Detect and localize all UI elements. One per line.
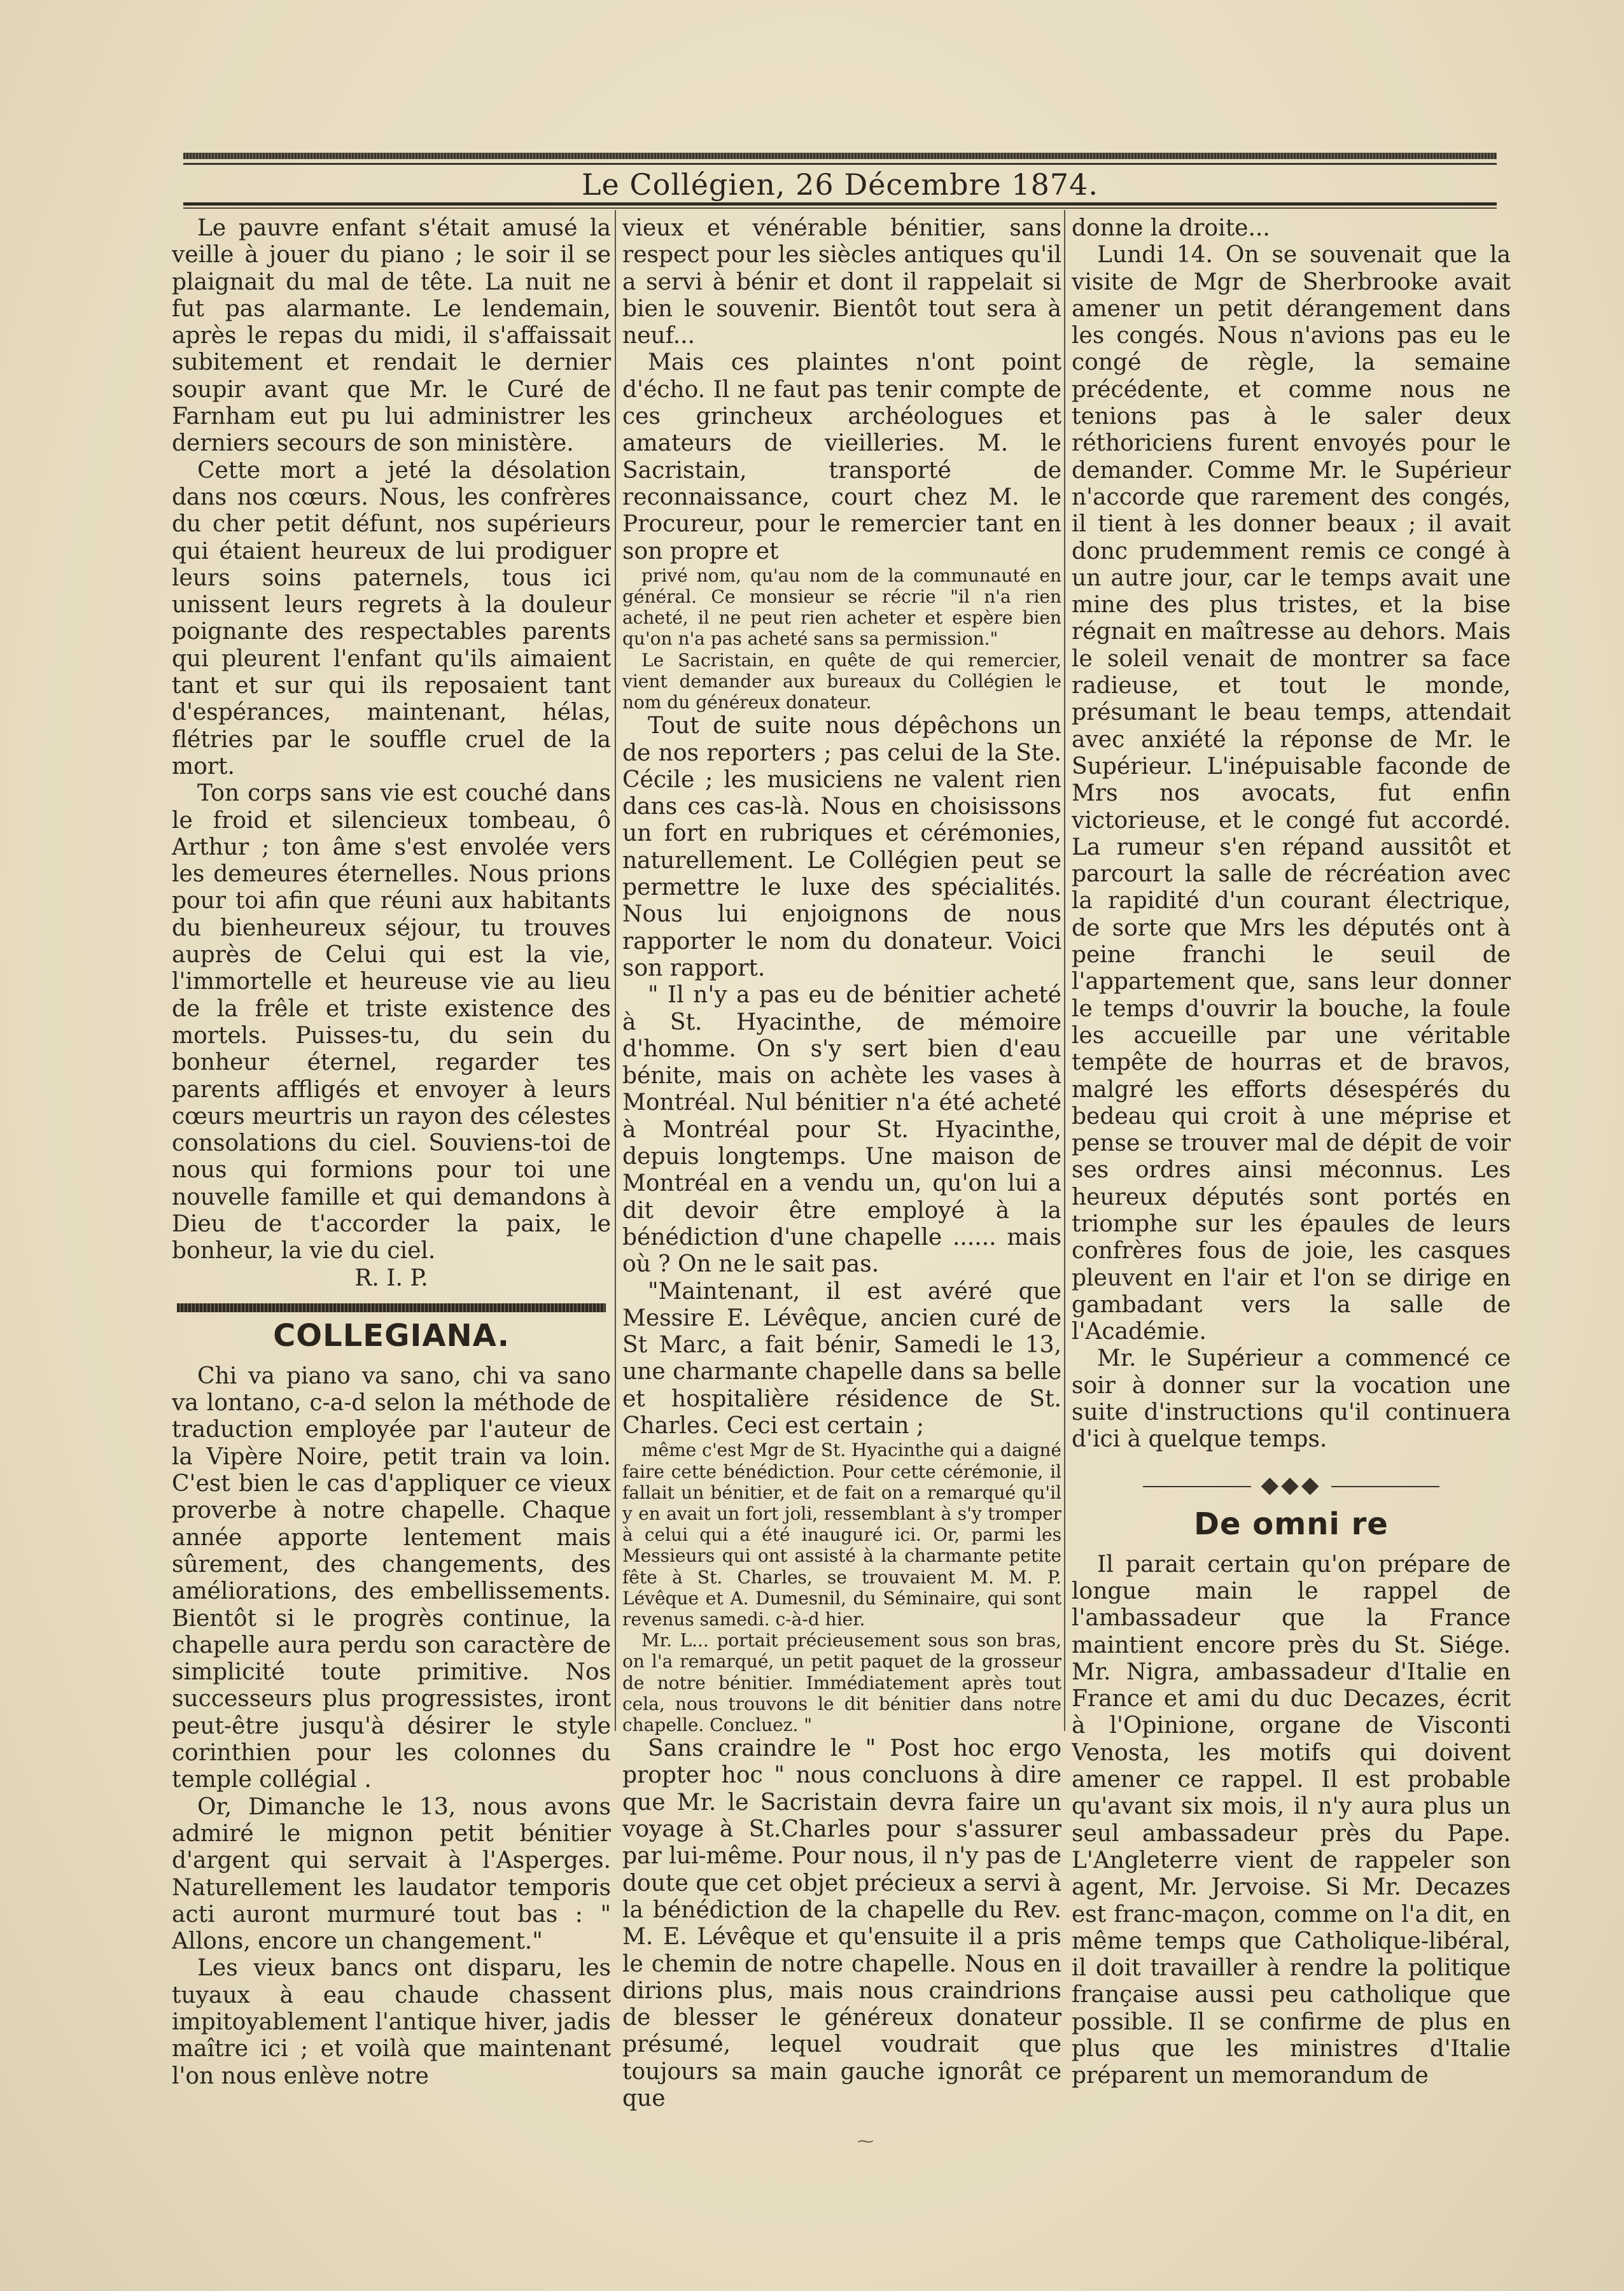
paragraph: donne la droite... — [1072, 215, 1270, 241]
column-separator — [1064, 210, 1065, 1731]
paragraph: Mr. le Supérieur a commencé ce soir à donner sur la vocation une suite d'instructions qu'il continuera d'ici à quelque temps. — [1072, 1345, 1511, 1453]
footer-ornament: ⁓ — [857, 2132, 874, 2151]
masthead-rule-bottom-thin — [183, 207, 1497, 209]
masthead-title: Le Collégien, 26 Décembre 1874. — [581, 167, 1098, 202]
column-1 — [172, 215, 611, 2188]
section-divider — [177, 1303, 606, 1312]
section-title-collegiana: COLLEGIANA. — [273, 1317, 510, 1354]
paragraph: Or, Dimanche le 13, nous avons admiré le mignon petit bénitier d'argent qui servait à l'Asperges. Naturellement les laudator temporis acti auront murmuré tout bas : " Allons, encore un changement." — [172, 1793, 611, 1955]
small-paragraph: même c'est Mgr de St. Hyacinthe qui a daigné faire cette bénédiction. Pour cette cérémonie, il fallait un bénitier, et de fait on a remarqué qu'il y en avait un fort joli, ressemblant à s'y tromper à celui qui a été inauguré ici. Or, parmi les Messieurs qui ont assisté à la charmante petite fête à St. Charles, se trouvaient M. M. P. Lévêque et A. Dumesnil, du Séminaire, qui sont revenus samedi. c-à-d hier. — [622, 1440, 1061, 1630]
paragraph: " Il n'y a pas eu de bénitier acheté à St. Hyacinthe, de mémoire d'homme. On s'y sert bien d'eau bénite, mais on achète les vases à Montréal. Nul bénitier n'a été acheté à Montréal pour St. Hyacinthe, depuis longtemps. Une maison de Montréal en a vendu un, qu'on lui a dit devoir être employé à la bénédiction d'une chapelle ...... mais où ? On ne le sait pas. — [622, 982, 1061, 1278]
paragraph: Chi va piano va sano, chi va sano va lontano, c-a-d selon la méthode de traduction employée par l'auteur de la Vipère Noire, petit train va loin. C'est bien le cas d'appliquer ce vieux proverbe à notre chapelle. Chaque année apporte lentement mais sûrement, des changements, des améliorations, des embellissements. Bientôt si le progrès continue, la chapelle aura perdu son caractère de simplicité toute primitive. Nos successeurs plus progressistes, iront peut-être jusqu'à désirer le style corinthien pour les colonnes du temple collégial . — [172, 1363, 611, 1793]
paragraph: Tout de suite nous dépêchons un de nos reporters ; pas celui de la Ste. Cécile ; les musiciens ne valent rien dans ces cas-là. Nous en choisissons un fort en rubriques et cérémonies, naturellement. Le Collégien peut se permettre le luxe des spécialités. Nous lui enjoignons de nous rapporter le nom du donateur. Voici son rapport. — [622, 713, 1061, 981]
ornament-line — [1143, 1486, 1251, 1487]
masthead-rule-bottom — [183, 202, 1497, 206]
rip-signature: R. I. P. — [354, 1265, 428, 1291]
paragraph: Sans craindre le " Post hoc ergo propter hoc " nous concluons à dire que Mr. le Sacristain devra faire un voyage à St.Charles pour s'assurer par lui-même. Pour nous, il n'y pas de doute que cet objet précieux a servi à la bénédiction de la chapelle du Rev. M. E. Lévêque et qu'ensuite il a pris le chemin de notre chapelle. Nous en dirions plus, mais nous craindrions de blesser le généreux donateur présumé, lequel voudrait que toujours sa main gauche ignorât ce que — [622, 1735, 1061, 2112]
masthead-rule-top — [183, 153, 1497, 159]
paragraph: Cette mort a jeté la désolation dans nos cœurs. Nous, les confrères du cher petit défunt, nos supérieurs qui étaient heureux de lui prodiguer leurs soins paternels, tous ici unissent leurs regrets à la douleur poignante des respectables parents qui pleurent l'enfant qu'ils aimaient tant et sur qui ils reposaient tant d'espérances, maintenant, hélas, flétries par le souffle cruel de la mort. — [172, 457, 611, 780]
section-title-de-omni-re: De omni re — [1194, 1506, 1389, 1542]
paragraph: "Maintenant, il est avéré que Messire E. Lévêque, ancien curé de St Marc, a fait bénir, Samedi le 13, une charmante chapelle dans sa belle et hospitalière résidence de St. Charles. Ceci est certain ; — [622, 1278, 1061, 1439]
small-paragraph: privé nom, qu'au nom de la communauté en général. Ce monsieur se récrie "il n'a rien acheté, il ne peut rien acheter et espère bien qu'on n'a pas acheté sans sa permission." — [622, 564, 1061, 650]
paragraph: Lundi 14. On se souvenait que la visite de Mgr de Sherbrooke avait amener un petit dérangement dans les congés. Nous n'avions pas eu le congé de règle, la semaine précédente, et comme nous ne tenions pas à le saler deux réthoriciens furent envoyés pour le demander. Comme Mr. le Supérieur n'accorde que rarement des congés, il tient à les donner beaux ; il avait donc prudemment remis ce congé à un autre jour, car le temps avait une mine des plus tristes, et la bise régnait en maîtresse au dehors. Mais le soleil venait de montrer sa face radieuse, et tout le monde, présumant le beau temps, attendait avec anxiété la réponse de Mr. le Supérieur. L'inépuisable faconde de Mrs nos avocats, fut enfin victorieuse, et le congé fut accordé. La rumeur s'en répand aussitôt et parcourt la salle de récréation avec la rapidité d'un courant électrique, de sorte que Mrs les députés ont à peine franchi le seuil de l'appartement que, sans leur donner le temps d'ouvrir la bouche, la foule les accueille par une véritable tempête de hourras et de bravos, malgré les efforts désespérés du bedeau qui croit à une méprise et pense se trouver mal de dépit de voir ses ordres ainsi méconnus. Les heureux députés sont portés en triomphe sur les épaules de leurs confrères fous de joie, les casques pleuvent en l'air et l'on se dirige en gambadant vers la salle de l'Académie. — [1072, 242, 1511, 1345]
paragraph: Les vieux bancs ont disparu, les tuyaux à eau chaude chassent impitoyablement l'antique hiver, jadis maître ici ; et voilà que maintenant l'on nous enlève notre — [172, 1955, 611, 2089]
paragraph: Ton corps sans vie est couché dans le froid et silencieux tombeau, ô Arthur ; ton âme s'est envolée vers les demeures éternelles. Nous prions pour toi afin que réuni aux habitants du bienheureux séjour, tu trouves auprès de Celui qui est la vie, l'immortelle et heureuse vie au lieu de la frêle et triste existence des mortels. Puisses-tu, du sein du bonheur éternel, regarder tes parents affligés et envoyer à leurs cœurs meurtris un rayon des célestes consolations du ciel. Souviens-toi de nous qui formions pour toi une nouvelle famille et qui demandons à Dieu de t'accorder la paix, le bonheur, la vie du ciel. — [172, 780, 611, 1265]
masthead-rule-thin — [183, 163, 1497, 165]
paragraph: Il parait certain qu'on prépare de longue main le rappel de l'ambassadeur que la France maintient encore près du St. Siége. Mr. Nigra, ambassadeur d'Italie en France et ami du duc Decazes, écrit à l'Opinione, organe de Visconti Venosta, les motifs qui doivent amener ce rappel. Il est probable qu'avant six mois, il n'y aura plus un seul ambassadeur près du Pape. L'Angleterre vient de rappeler son agent, Mr. Jervoise. Si Mr. Decazes est franc-maçon, comme on l'a dit, en même temps que Catholique-libéral, il doit travailler à rendre la politique française aussi peu catholique que possible. Il se confirme de plus en plus que les ministres d'Italie préparent un memorandum de — [1072, 1551, 1511, 2089]
paragraph: Le pauvre enfant s'était amusé la veille à jouer du piano ; le soir il se plaignait du mal de tête. La nuit ne fut pas alarmante. Le lendemain, après le repas du midi, il s'affaissait subitement et rendait le dernier soupir avant que Mr. le Curé de Farnham eut pu lui administrer les derniers secours de son ministère. — [172, 215, 611, 457]
column-2 — [622, 215, 1061, 2188]
small-paragraph: Mr. L... portait précieusement sous son bras, on l'a remarqué, un petit paquet de la grosseur de notre bénitier. Immédiatement après tout cela, nous trouvons le dit bénitier dans notre chapelle. Concluez. " — [622, 1630, 1061, 1735]
paragraph: vieux et vénérable bénitier, sans respect pour les siècles antiques qu'il a servi à bénir et dont il rappelait si bien le souvenir. Bientôt tout sera à neuf... — [622, 215, 1061, 349]
ornament-line — [1331, 1486, 1439, 1487]
column-separator — [615, 210, 616, 1731]
paragraph: Mais ces plaintes n'ont point d'écho. Il ne faut pas tenir compte de ces grincheux archéologues et amateurs de vieilleries. M. le Sacristain, transporté de reconnaissance, court chez M. le Procureur, pour le remercier tant en son propre et — [622, 349, 1061, 564]
small-paragraph: Le Sacristain, en quête de qui remercier, vient demander aux bureaux du Collégien le nom du généreux donateur. — [622, 649, 1061, 713]
ornament-glyph: ◆◆◆ — [1261, 1471, 1322, 1498]
ornament-divider — [1072, 1471, 1511, 1499]
column-3 — [1072, 215, 1511, 2188]
